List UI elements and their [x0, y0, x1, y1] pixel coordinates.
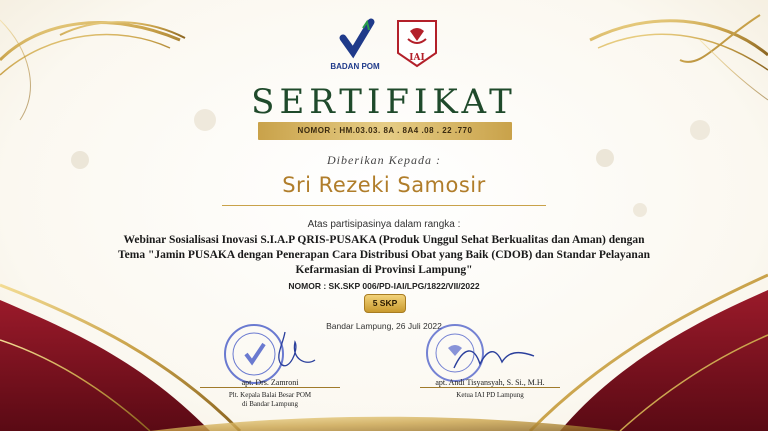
bpom-check-icon [325, 16, 385, 62]
event-description-line: Kefarmasian di Provinsi Lampung" [295, 264, 473, 276]
signatory-1-role: Plt. Kepala Balai Besar POM [228, 391, 312, 399]
bpom-logo-label: BADAN POM [330, 62, 380, 71]
skp-badge: 5 SKP [364, 294, 406, 313]
iai-logo-label: IAI [409, 53, 425, 63]
signatory-1-role-location: di Bandar Lampung [242, 400, 298, 408]
iai-logo [394, 17, 440, 69]
signatory-2-name: apt. Andi Tisyansyah, S. Si., M.H. [435, 378, 545, 387]
signatory-2-role: Ketua IAI PD Lampung [456, 391, 524, 399]
event-description-line: Tema "Jamin PUSAKA dengan Penerapan Cara Distribusi Obat yang Baik (CDOB) dan Standar Pelayanan [118, 249, 650, 261]
signature-2 [450, 338, 540, 380]
name-underline [222, 205, 546, 206]
signatory-1-line [200, 387, 340, 388]
bpom-logo [325, 16, 385, 76]
iai-emblem-icon [394, 17, 440, 69]
signatory-1-name: apt. Drs. Zamroni [241, 378, 299, 387]
certificate-title: SERTIFIKAT [251, 82, 517, 122]
participation-intro: Atas partisipasinya dalam rangka : [307, 219, 461, 230]
signatory-2-line [420, 387, 560, 388]
signatory-1 [200, 378, 340, 409]
sk-number: NOMOR : SK.SKP 006/PD-IAI/LPG/1822/VII/2022 [288, 281, 480, 291]
certificate-number: NOMOR : HM.03.03. 8A . 8A4 .08 . 22 .770 [297, 126, 473, 135]
signatory-2 [420, 378, 560, 400]
event-description [84, 233, 684, 278]
place-date: Bandar Lampung, 26 Juli 2022 [326, 321, 442, 331]
given-to-label: Diberikan Kepada : [327, 153, 441, 167]
recipient-name: Sri Rezeki Samosir [282, 173, 486, 197]
event-description-line: Webinar Sosialisasi Inovasi S.I.A.P QRIS-PUSAKA (Produk Unggul Sehat Berkualitas dan Aman) dengan [123, 234, 645, 246]
signature-1 [255, 330, 325, 380]
certificate-number-bar [258, 122, 512, 140]
